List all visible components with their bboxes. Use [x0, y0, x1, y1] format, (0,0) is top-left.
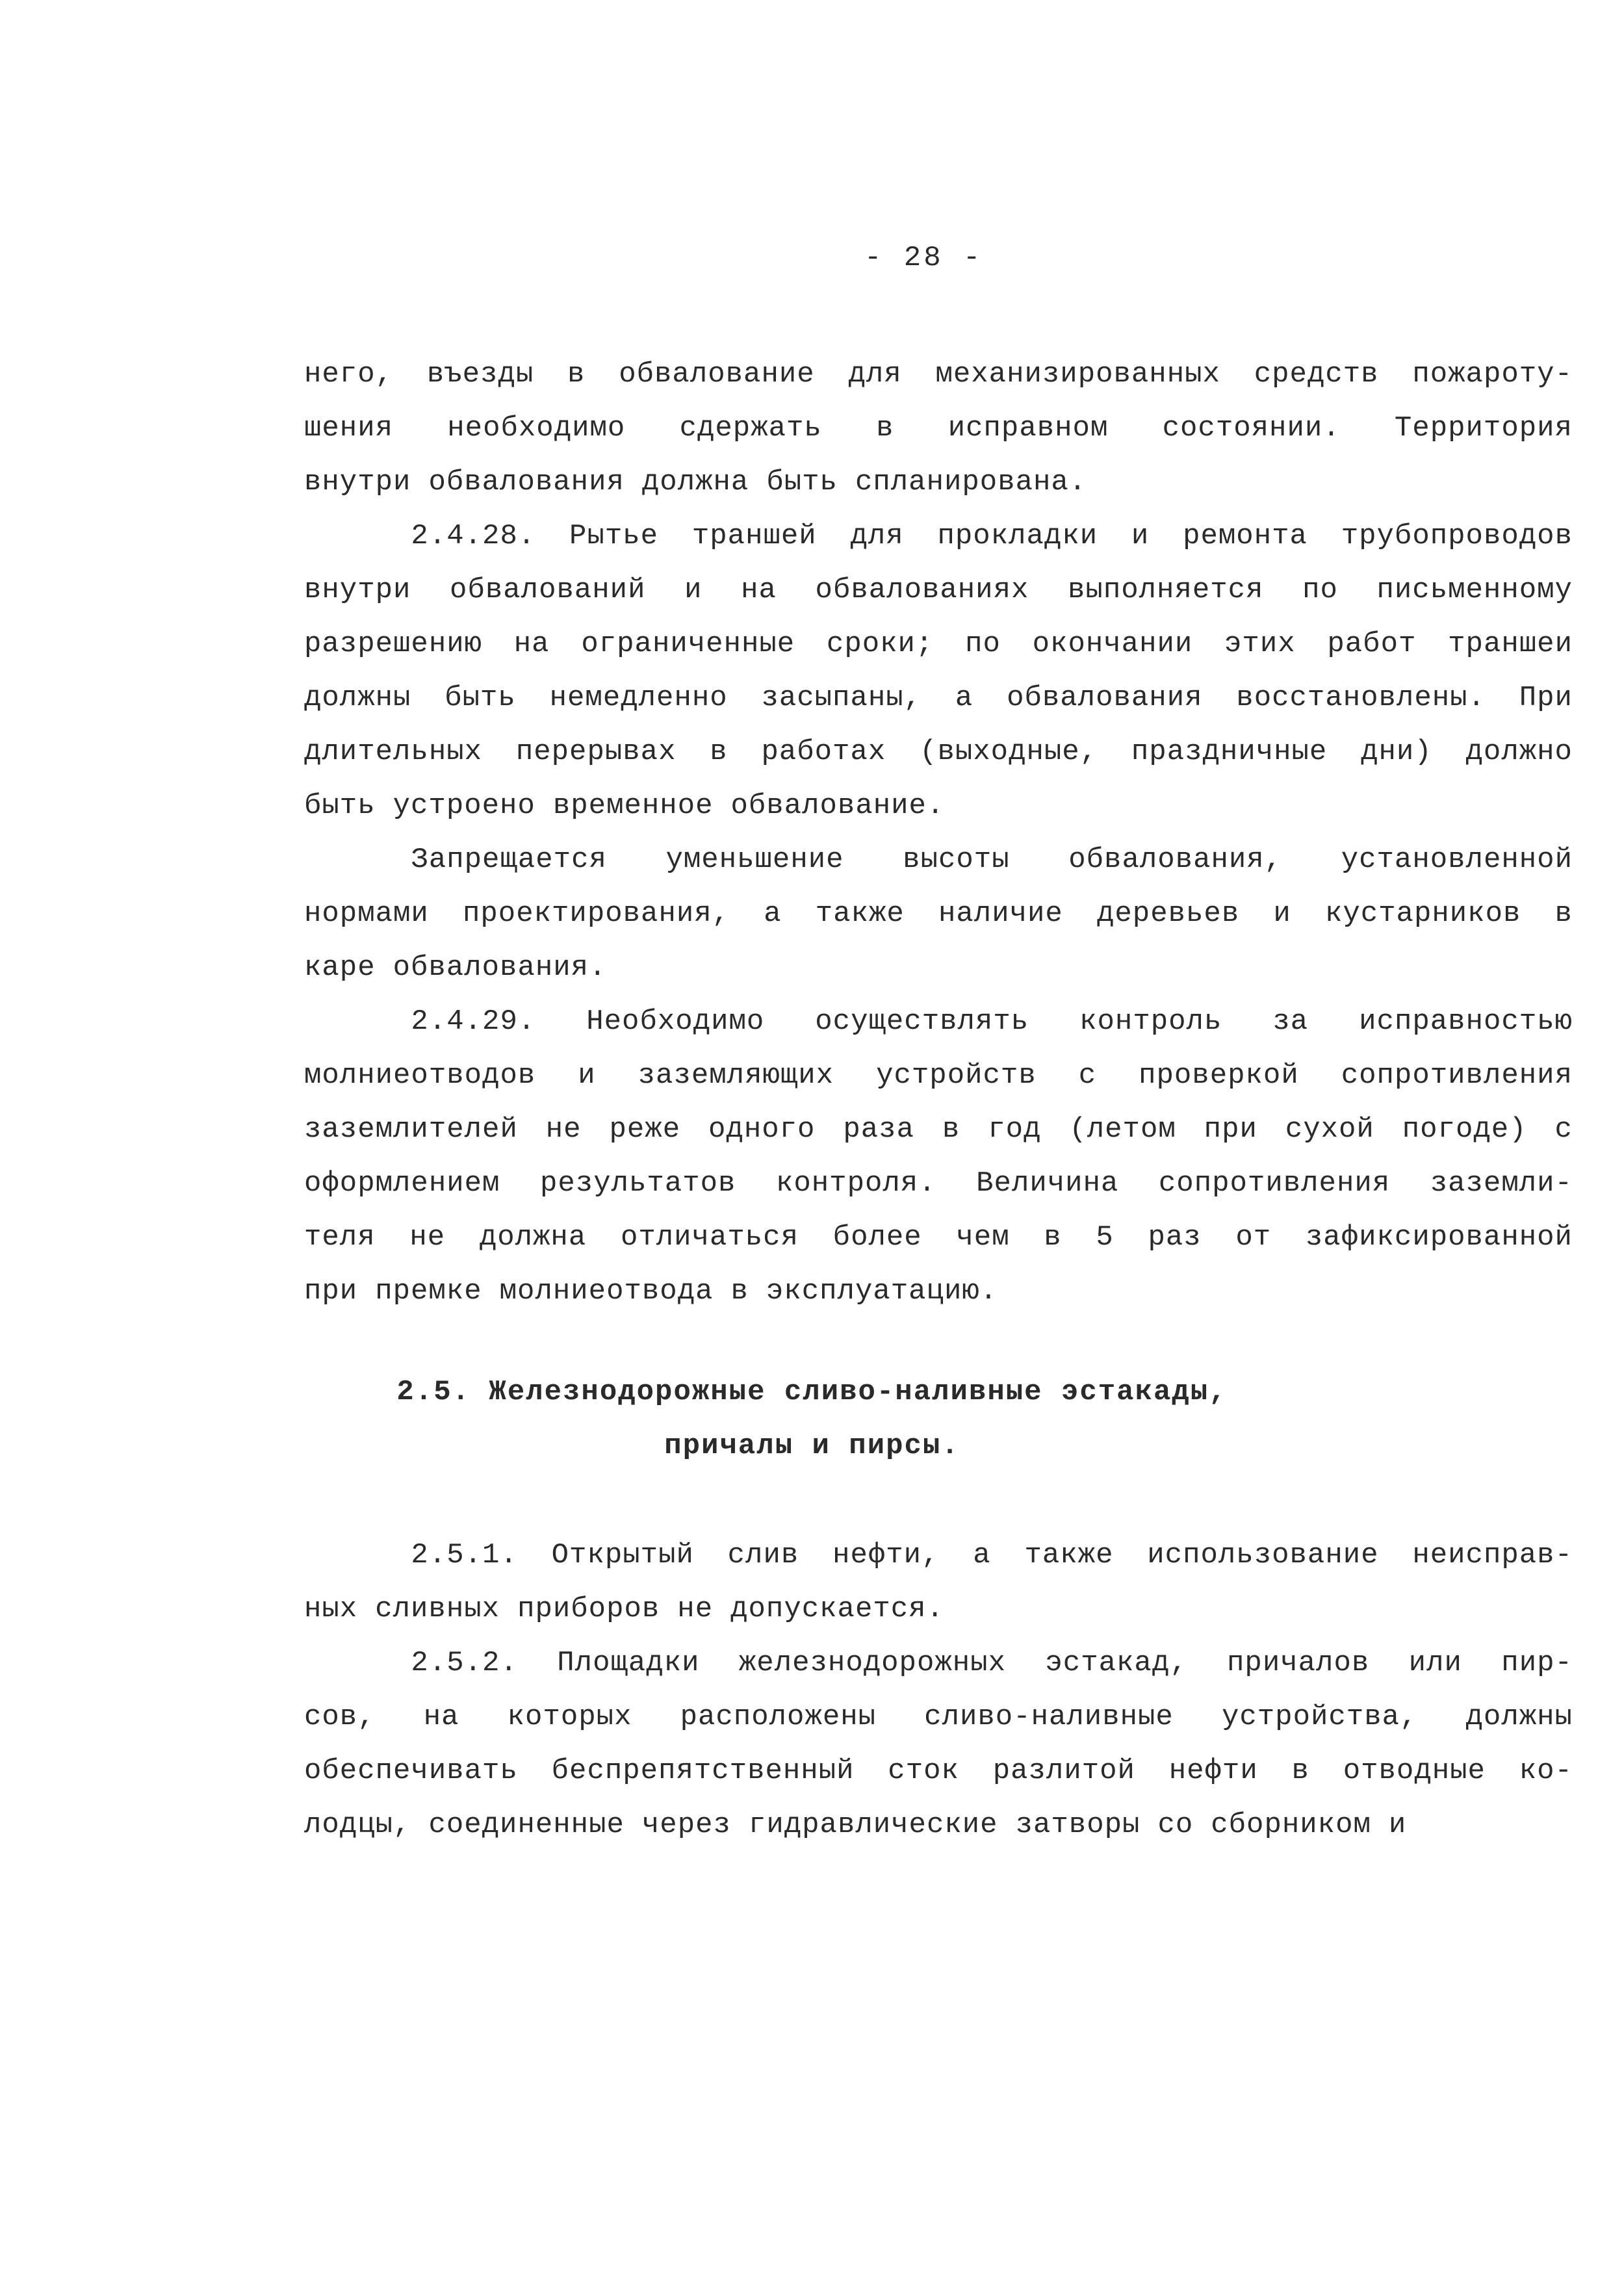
- word: сопротивления: [1158, 1167, 1391, 1200]
- word: сухой: [1285, 1113, 1374, 1146]
- word: устройств: [876, 1059, 1037, 1092]
- word: наличие: [938, 898, 1063, 930]
- word: чем: [956, 1221, 1010, 1254]
- text-line: [304, 887, 1573, 941]
- word: разрешению: [304, 628, 483, 660]
- word: и: [1131, 520, 1150, 552]
- word: для: [848, 358, 902, 391]
- word: ных: [304, 1593, 358, 1625]
- word: нефти,: [832, 1539, 940, 1571]
- word: эксплуатацию.: [766, 1275, 998, 1308]
- word: беспрепятственный: [551, 1755, 855, 1787]
- text-line: [304, 1265, 1573, 1319]
- word: должны: [304, 682, 411, 714]
- word: нефти: [1168, 1755, 1258, 1787]
- word: дни): [1361, 736, 1432, 768]
- word: праздничные: [1131, 736, 1328, 768]
- text-line: [304, 1798, 1573, 1852]
- word: в: [1044, 1221, 1062, 1254]
- word: расположены: [680, 1701, 877, 1733]
- word: 5: [1096, 1221, 1114, 1254]
- word: сроки;: [826, 628, 934, 660]
- word: осуществлять: [815, 1005, 1029, 1038]
- word: перерывах: [515, 736, 677, 768]
- text-line: [304, 725, 1573, 779]
- word: от: [1235, 1221, 1272, 1254]
- word: в: [1554, 898, 1573, 930]
- word: а: [955, 682, 973, 714]
- word: сток: [888, 1755, 959, 1787]
- word: в: [1291, 1755, 1309, 1787]
- word: со: [1157, 1809, 1194, 1841]
- word: окончании: [1032, 628, 1193, 660]
- word: работ: [1327, 628, 1417, 660]
- word: 2.4.28.: [304, 520, 536, 552]
- word: не: [409, 1221, 446, 1254]
- word: в: [730, 1275, 749, 1308]
- word: в: [876, 412, 894, 445]
- word: Открытый: [551, 1539, 694, 1571]
- text-line: [304, 1690, 1573, 1744]
- word: устроено: [393, 790, 535, 822]
- word: деревьев: [1096, 898, 1240, 930]
- word: слив: [727, 1539, 799, 1571]
- word: временное: [552, 790, 714, 822]
- word: на: [423, 1701, 459, 1733]
- word: одного: [708, 1113, 816, 1146]
- word: эстакад,: [1045, 1647, 1188, 1679]
- word: Рытье: [569, 520, 659, 552]
- text-line: [304, 1583, 1573, 1636]
- word: теля: [304, 1221, 376, 1254]
- word: ограниченные: [581, 628, 795, 660]
- text-line: [304, 1049, 1573, 1103]
- word: механизированных: [935, 358, 1220, 391]
- text-line: [304, 348, 1573, 402]
- word: устройства,: [1221, 1701, 1418, 1733]
- word: при: [1204, 1113, 1257, 1146]
- word: с: [1078, 1059, 1097, 1092]
- text-line: [304, 617, 1573, 671]
- word: которых: [507, 1701, 632, 1733]
- word: проектирования,: [463, 898, 730, 930]
- word: спланирована.: [855, 466, 1087, 498]
- word: не: [545, 1113, 582, 1146]
- word: и: [1388, 1809, 1407, 1841]
- text-line: [304, 563, 1573, 617]
- word: При: [1519, 682, 1573, 714]
- text-line: [304, 779, 1573, 833]
- word: или: [1408, 1647, 1462, 1679]
- word: и: [1273, 898, 1291, 930]
- word: быть: [445, 682, 516, 714]
- word: обеспечивать: [304, 1755, 518, 1787]
- word: сопротивления: [1341, 1059, 1573, 1092]
- text-line: [304, 456, 1573, 510]
- word: по: [965, 628, 1001, 660]
- word: этих: [1224, 628, 1296, 660]
- word: также: [1024, 1539, 1114, 1571]
- word: обвалование.: [730, 790, 945, 822]
- word: и: [684, 574, 702, 606]
- word: за: [1272, 1005, 1309, 1038]
- paragraph-continuation: [304, 348, 1573, 510]
- word: ремонта: [1183, 520, 1308, 552]
- text-line: [304, 941, 1573, 995]
- word: сов,: [304, 1701, 376, 1733]
- word: Необходимо: [586, 1005, 765, 1038]
- word: установленной: [1341, 844, 1573, 876]
- word: проверкой: [1139, 1059, 1299, 1092]
- word: неисправ-: [1412, 1539, 1573, 1571]
- word: длительных: [304, 736, 483, 768]
- word: должно: [1465, 736, 1573, 768]
- section-heading-line-1: 2.5. Железнодорожные сливо-наливные эстакады,: [396, 1376, 1228, 1408]
- text-line: [304, 1103, 1573, 1157]
- word: а: [764, 898, 782, 930]
- word: 2.4.29.: [304, 1005, 536, 1038]
- text-line: [304, 1157, 1573, 1211]
- word: необходимо: [447, 412, 626, 445]
- word: также: [815, 898, 905, 930]
- text-line: [304, 671, 1573, 725]
- word: состоянии.: [1162, 412, 1341, 445]
- paragraph-2-4-28: [304, 510, 1573, 833]
- word: для: [850, 520, 904, 552]
- word: пир-: [1501, 1647, 1573, 1679]
- word: заземли-: [1430, 1167, 1573, 1200]
- word: обвалования: [1007, 682, 1203, 714]
- text-line: [304, 1529, 1573, 1583]
- word: допускается.: [730, 1593, 944, 1625]
- word: обвалования.: [393, 951, 607, 984]
- word: (летом: [1069, 1113, 1176, 1146]
- word: обвалований: [450, 574, 646, 606]
- word: шения: [304, 412, 394, 445]
- word: причалов: [1227, 1647, 1370, 1679]
- word: приборов: [517, 1593, 660, 1625]
- word: соединенные: [428, 1809, 625, 1841]
- word: на: [513, 628, 550, 660]
- word: обвалование: [619, 358, 815, 391]
- word: молниеотводов: [304, 1059, 536, 1092]
- word: год: [988, 1113, 1042, 1146]
- word: реже: [609, 1113, 681, 1146]
- word: разлитой: [992, 1755, 1135, 1787]
- word: должны: [1465, 1701, 1573, 1733]
- word: в: [942, 1113, 960, 1146]
- word: исправном: [947, 412, 1109, 445]
- word: Площадки: [557, 1647, 700, 1679]
- word: него,: [304, 358, 394, 391]
- word: сборником: [1211, 1809, 1371, 1841]
- word: с: [1554, 1113, 1573, 1146]
- word: Величина: [976, 1167, 1119, 1200]
- paragraph-2-5-2: [304, 1636, 1573, 1852]
- word: траншеи: [1448, 628, 1573, 660]
- word: нормами: [304, 898, 429, 930]
- word: сливо-наливные: [924, 1701, 1174, 1733]
- word: работах: [761, 736, 886, 768]
- word: отличаться: [620, 1221, 799, 1254]
- word: въезды: [426, 358, 534, 391]
- word: обвалования,: [1068, 844, 1283, 876]
- word: и: [578, 1059, 596, 1092]
- word: результатов: [539, 1167, 736, 1200]
- word: более: [832, 1221, 922, 1254]
- word: сливных: [375, 1593, 500, 1625]
- word: использование: [1147, 1539, 1379, 1571]
- word: должна: [641, 466, 749, 498]
- word: письменному: [1376, 574, 1573, 606]
- paragraph-2-5-1: [304, 1529, 1573, 1636]
- paragraph-2-4-29: [304, 995, 1573, 1319]
- word: контроль: [1079, 1005, 1222, 1038]
- text-line: [304, 995, 1573, 1049]
- word: траншей: [691, 520, 817, 552]
- word: погоде): [1402, 1113, 1527, 1146]
- word: раза: [843, 1113, 914, 1146]
- word: оформлением: [304, 1167, 500, 1200]
- word: в: [567, 358, 586, 391]
- word: уменьшение: [665, 844, 844, 876]
- text-line: [304, 833, 1573, 887]
- section-heading-line-2: причалы и пирсы.: [664, 1430, 960, 1462]
- word: а: [973, 1539, 991, 1571]
- paragraph-prohibition: [304, 833, 1573, 995]
- text-line: [304, 1211, 1573, 1265]
- word: внутри: [304, 466, 411, 498]
- word: высоты: [903, 844, 1010, 876]
- word: должна: [479, 1221, 587, 1254]
- word: быть: [766, 466, 838, 498]
- word: Запрещается: [304, 844, 607, 876]
- word: не: [677, 1593, 714, 1625]
- text-line: [304, 1744, 1573, 1798]
- word: внутри: [304, 574, 411, 606]
- word: (выходные,: [920, 736, 1098, 768]
- word: пожароту-: [1412, 358, 1573, 391]
- word: затворы: [1015, 1809, 1141, 1841]
- word: обвалованиях: [815, 574, 1029, 606]
- text-line: [304, 1636, 1573, 1690]
- word: отводные: [1343, 1755, 1486, 1787]
- page-number: - 28 -: [864, 242, 983, 274]
- word: молниеотвода: [499, 1275, 714, 1308]
- word: восстановлены.: [1236, 682, 1486, 714]
- word: средств: [1254, 358, 1379, 391]
- word: зафиксированной: [1305, 1221, 1573, 1254]
- word: в: [710, 736, 728, 768]
- word: по: [1302, 574, 1338, 606]
- word: гидравлические: [748, 1809, 998, 1841]
- word: раз: [1148, 1221, 1202, 1254]
- word: контроля.: [775, 1167, 936, 1200]
- word: сдержать: [679, 412, 822, 445]
- word: выполняется: [1068, 574, 1264, 606]
- word: 2.5.2.: [304, 1647, 518, 1679]
- word: обвалования: [428, 466, 625, 498]
- word: ко-: [1519, 1755, 1573, 1787]
- word: каре: [304, 951, 376, 984]
- word: Территория: [1394, 412, 1573, 445]
- word: засыпаны,: [761, 682, 922, 714]
- word: премке: [375, 1275, 482, 1308]
- word: на: [741, 574, 777, 606]
- word: заземляющих: [638, 1059, 834, 1092]
- word: железнодорожных: [738, 1647, 1006, 1679]
- word: лодцы,: [304, 1809, 411, 1841]
- text-line: [304, 510, 1573, 563]
- word: прокладки: [937, 520, 1098, 552]
- word: 2.5.1.: [304, 1539, 518, 1571]
- word: заземлителей: [304, 1113, 518, 1146]
- word: кустарников: [1324, 898, 1521, 930]
- word: исправностью: [1359, 1005, 1573, 1038]
- word: трубопроводов: [1341, 520, 1573, 552]
- word: при: [304, 1275, 358, 1308]
- word: немедленно: [549, 682, 728, 714]
- text-line: [304, 402, 1573, 456]
- word: быть: [304, 790, 376, 822]
- word: через: [641, 1809, 731, 1841]
